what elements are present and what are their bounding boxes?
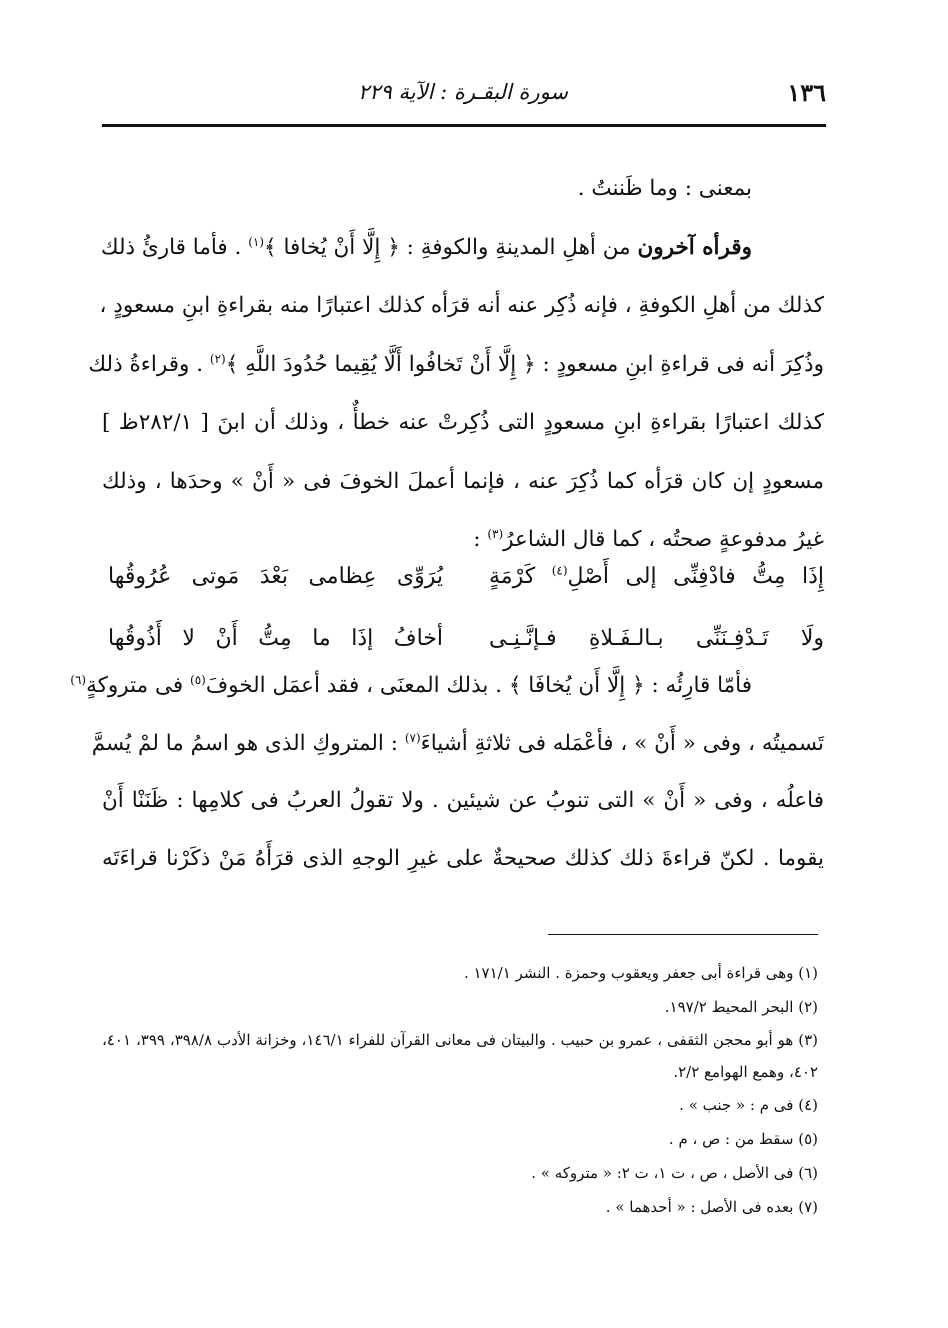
footnote-ref: (٥)	[190, 672, 206, 687]
footnote-item: (٧) بعده فى الأصل : « أحدهما » .	[605, 1198, 818, 1216]
text-line: مسعودٍ إن كان قرَأه كما ذُكِرَ عنه ، فإنما أعملَ الخوفَ فى « أَنْ » وحدَها ، وذلك	[102, 468, 824, 494]
text-span: تَسميتُه ، وفى « أَنْ » ، فأعْمَله فى ثلاثةِ أشياءَ	[420, 730, 824, 756]
text-line: بمعنى : وما ظَننتُ .	[577, 176, 752, 201]
footnote-separator	[548, 934, 818, 935]
footnote-ref: (٤)	[551, 563, 568, 578]
text-line	[102, 394, 824, 453]
footnote-ref: (٧)	[404, 730, 421, 745]
text-line: كذلك من أهلِ الكوفةِ ، فإنه ذُكِر عنه أنه قرَأه كذلك اعتبارًا منه بقراءةِ ابنِ مسعودٍ ،	[99, 293, 824, 318]
footnotes	[102, 956, 818, 1224]
footnote-item: (٥) سقط من : ص ، م .	[668, 1130, 818, 1148]
footnote-item: (١) وهى قراءة أبى جعفر ويعقوب وحمزة . النشر ١٧١/١ .	[463, 964, 818, 982]
text-line	[102, 219, 824, 278]
footnote-item: (٣) هو أبو محجن الثقفى ، عمرو بن حبيب . والبيتان فى معانى القرآن للفراء ١٤٦/١، وخزانة الأدب ٣٩٨/٨، ٣٩٩، ٤٠١، ٤٠٢، وهمع الهوامع ٢/٢.	[102, 1031, 819, 1081]
manuscript-folio-marker: [ ٢٨٢/١ظ ]	[102, 410, 209, 435]
footnote-ref: (٣)	[487, 526, 504, 541]
text-span: من أهلِ المدينةِ والكوفةِ : ﴿ إِلَّا أَنْ يُخافا ﴾	[264, 234, 638, 260]
footnote-item: (٦) فى الأصل ، ص ، ت ١، ت ٢: « متروكه » .	[531, 1164, 818, 1182]
text-span: فأمّا قارِئُه : ﴿ إِلَّا أَن يُخافَا ﴾ . بذلك المعنَى ، فقد أعمَل الخوفَ	[205, 673, 752, 698]
text-line	[70, 657, 824, 715]
text-line: فاعلُه ، وفى « أَنْ » التى تنوبُ عن شيئين . ولا تقولُ العربُ فى كلامِها : ظَنَنْا أَنْ	[102, 788, 824, 813]
text-span: . وقراءةُ ذلك	[88, 351, 210, 377]
text-span: فى متروكةٍ	[86, 673, 190, 698]
text-span: كَرْمَةٍ	[489, 564, 552, 589]
text-span: كذلك اعتبارًا بقراءةِ ابنِ مسعودٍ التى ذُكِرتْ عنه خطأٌ ، وذلك أن ابنَ	[217, 410, 824, 435]
page-number: ١٣٦	[787, 78, 826, 107]
text-span: إِذَا مِتُّ فادْفِنِّى إلى أَصْلِ	[567, 564, 824, 589]
poem	[102, 546, 824, 670]
lead-word: وقرأه آخرون	[637, 234, 752, 260]
verse	[102, 546, 824, 608]
footnote-ref: (١)	[248, 234, 265, 249]
footnote-ref: (٢)	[209, 351, 226, 366]
text-span: :	[473, 527, 488, 552]
hemistich: ولَا تَـدْفِـنَنِّى بـالـفَـلاةِ فـإنَّـنِـى	[489, 626, 824, 651]
text-span: وذُكِرَ أنه فى قراءةِ ابنِ مسعودٍ : ﴿ إِلَّا أَنْ تَخافُوا أَلَّا يُقِيما حُدُودَ اللَّهِ ﴾	[225, 351, 824, 377]
text-line	[91, 715, 824, 773]
footnote-item: (٤) فى م : « جنب » .	[679, 1096, 818, 1114]
hemistich	[483, 546, 824, 608]
hemistich: يُرَوِّى عِظامى بَعْدَ مَوتى عُرُوقُها	[108, 564, 443, 589]
page-header	[100, 72, 826, 114]
text-span: غيرُ مدفوعةٍ صحتُه ، كما قال الشاعرُ	[503, 527, 824, 552]
text-line: يقوما . لكنّ قراءةَ ذلك كذلك صحيحةٌ على غيرِ الوجهِ الذى قرَأَهُ مَنْ ذكَرْنا قراءَتَه	[102, 845, 824, 871]
hemistich: أخافُ إذَا ما مِتُّ أَنْ لا أَذُوقُها	[108, 626, 443, 651]
header-rule	[102, 124, 826, 127]
main-text-part2	[70, 657, 824, 887]
text-span: : المتروكِ الذى هو اسمُ ما لمْ يُسمَّ	[91, 730, 405, 756]
text-span: . فأما قارئُ ذلك	[100, 234, 249, 260]
main-text-part1	[88, 160, 824, 570]
text-line	[88, 336, 824, 395]
footnote-item: (٢) البحر المحيط ١٩٧/٢.	[664, 998, 818, 1016]
footnote-ref: (٦)	[70, 672, 87, 687]
running-title: سورة البقـرة : الآية ٢٢٩	[357, 80, 569, 104]
